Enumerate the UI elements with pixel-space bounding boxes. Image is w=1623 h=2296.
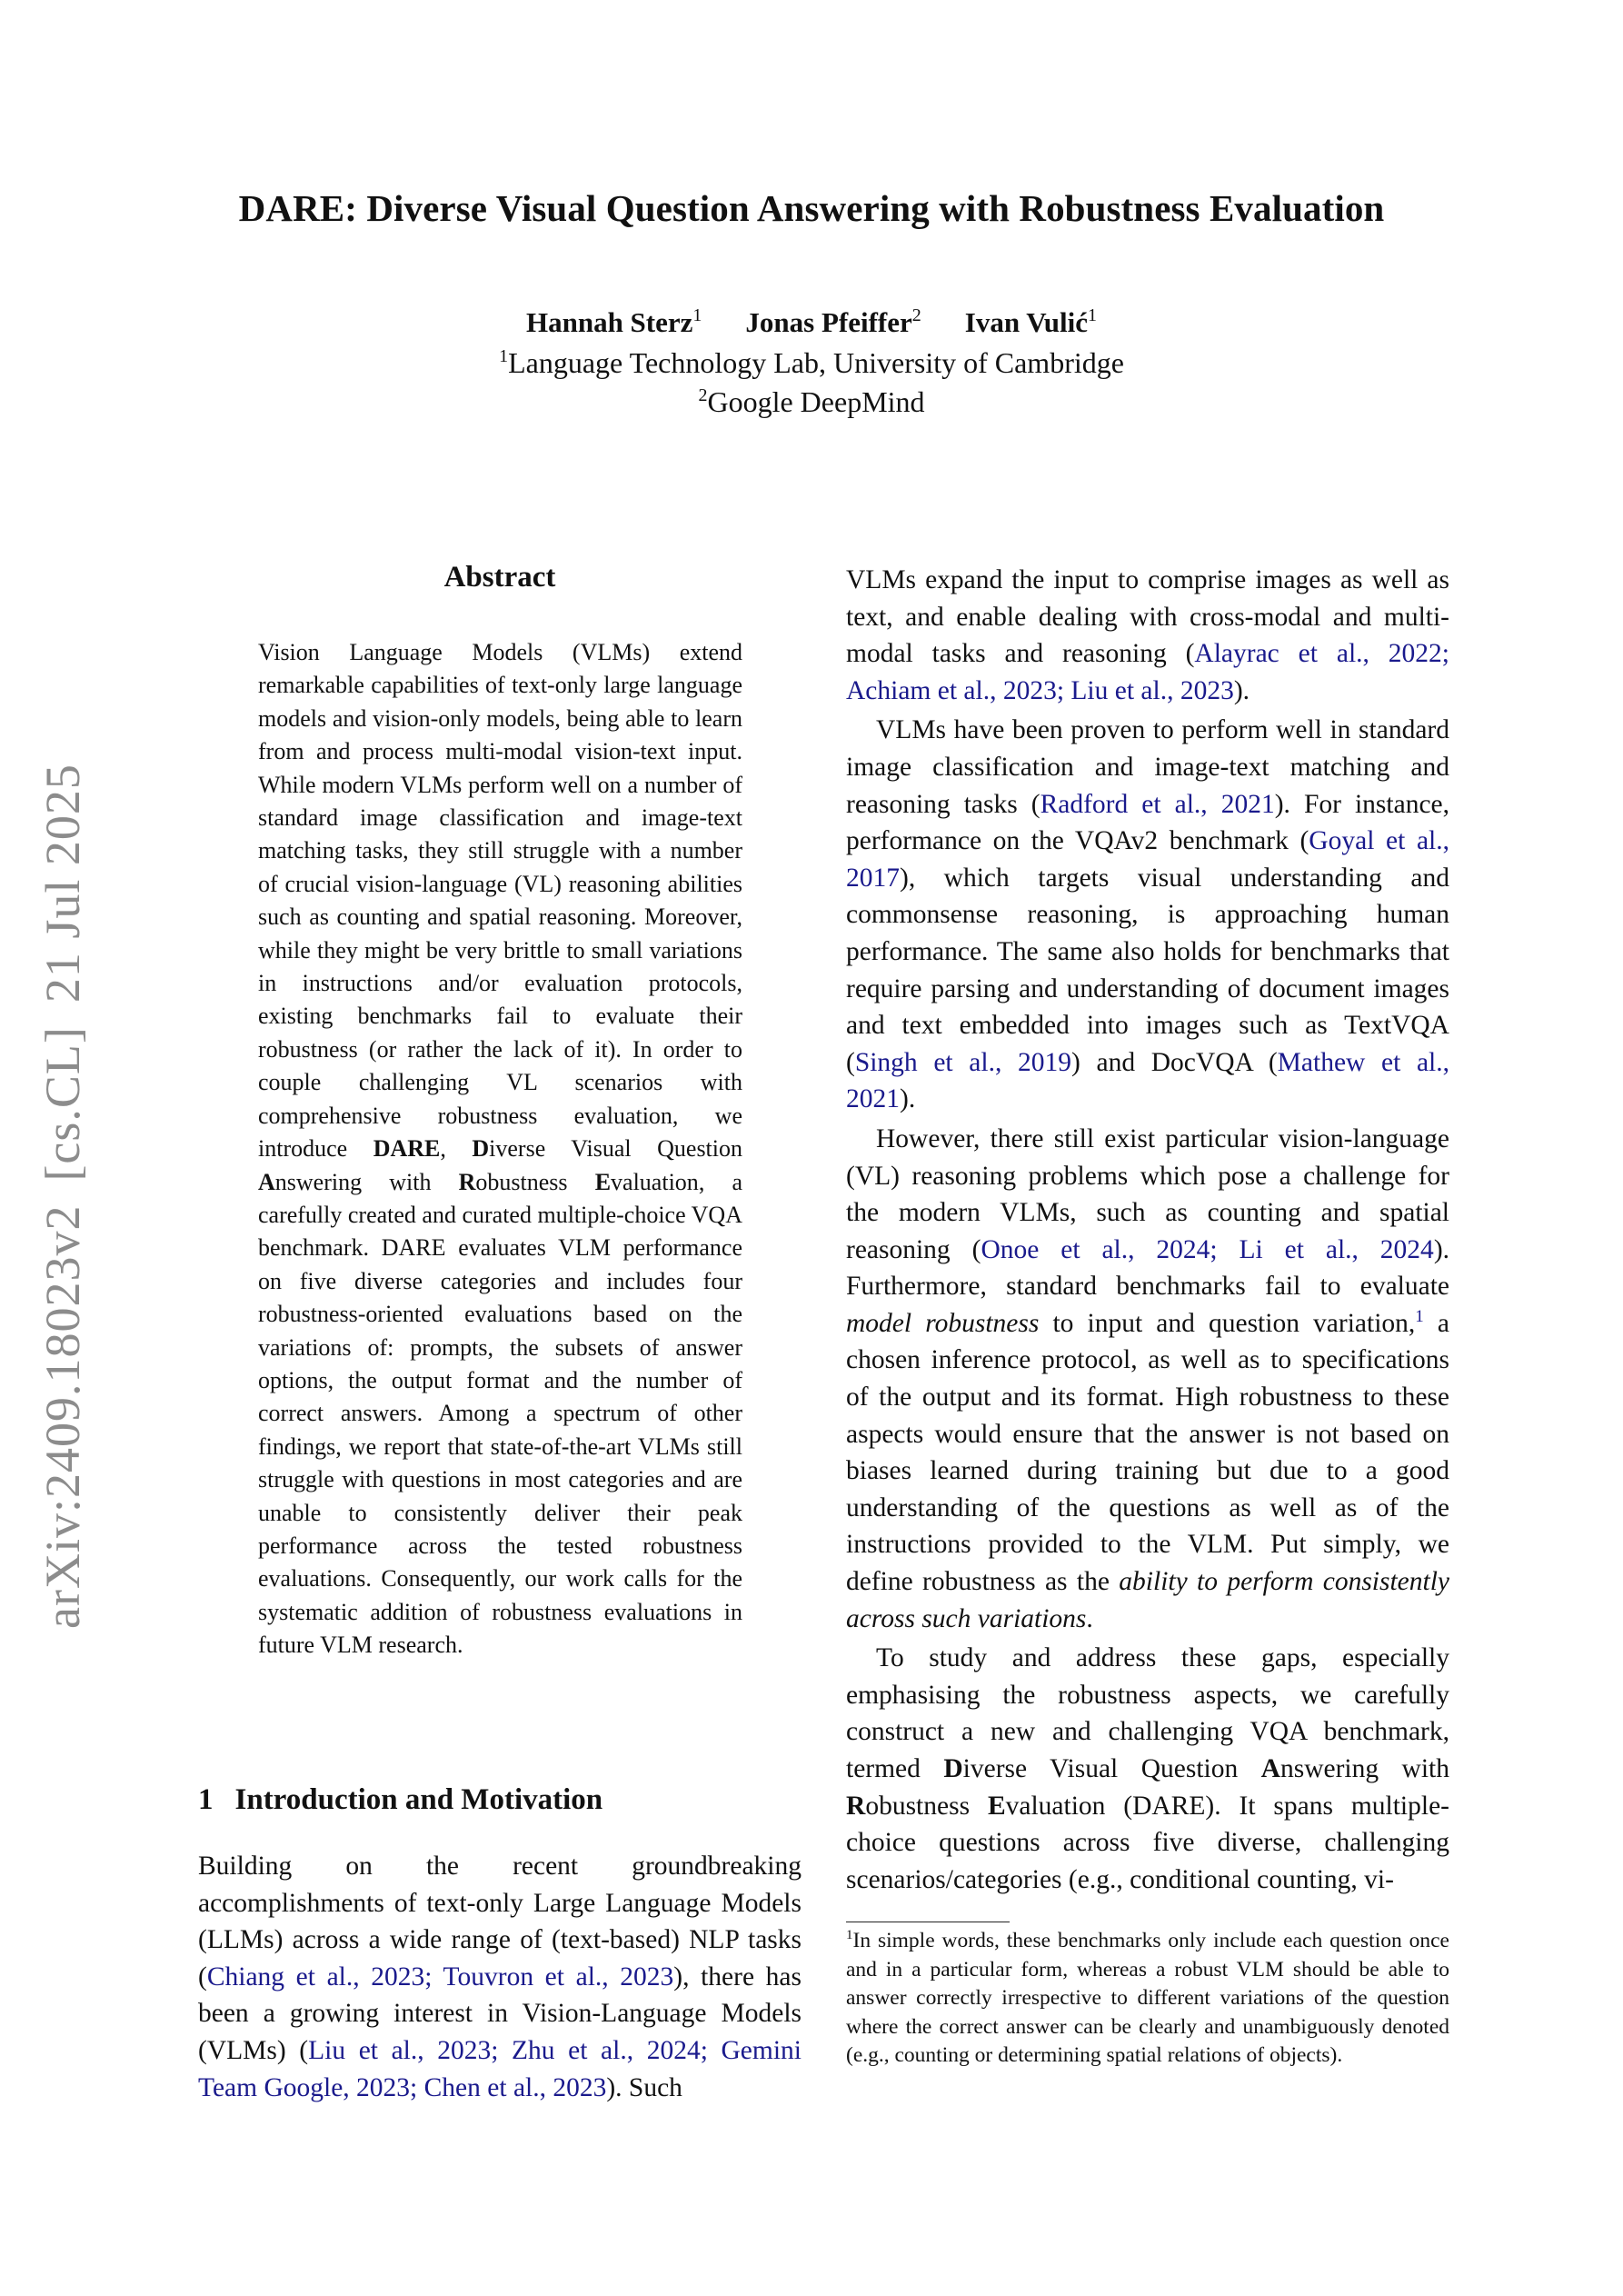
author-affiliation-mark: 1 (1088, 305, 1098, 325)
body-text: VLMs expand the input to comprise images as well as text, and enable dealing with cross-modal and multi-modal tasks and reasoning ( (846, 565, 1449, 669)
footnote-reference-link[interactable]: 1 (1415, 1306, 1424, 1326)
author-name: Jonas Pfeiffer (745, 306, 912, 338)
acronym-letter: R (458, 1168, 476, 1195)
footnote-mark: 1 (846, 1928, 853, 1942)
citation-link[interactable]: Liu et al., 2023; Zhu et al., 2024; Gemini Team Google, 2023; Chen et al., 2023 (198, 2035, 802, 2102)
acronym-letter: E (594, 1168, 612, 1195)
section-heading (198, 1783, 798, 1817)
abstract-body (258, 636, 742, 1662)
footnote-text: In simple words, these benchmarks only include each question once and in a particular form, whereas a robust VLM should be able to answer correctly irrespective to different variations of the question where the correct answer can be clearly and unambiguously denoted (e.g., counting or determining spatial relations of objects). (846, 1929, 1449, 2068)
body-paragraph (846, 712, 1449, 1118)
abstract-text: , (440, 1135, 473, 1163)
author (745, 306, 921, 338)
acronym-letter: D (943, 1754, 963, 1783)
paper-title: DARE: Diverse Visual Question Answering with Robustness Evaluation (238, 187, 1385, 229)
acronym-text: iverse Visual Question (962, 1754, 1261, 1783)
acronym-letter: A (258, 1168, 275, 1195)
arxiv-category: [cs.CL] (35, 1026, 90, 1182)
body-text: ), which targets visual understanding and commonsense reasoning, is approaching human performance. The same also holds for benchmarks that require parsing and understanding of document images and text embedded into images such as TextVQA ( (846, 863, 1449, 1077)
affiliation-mark: 2 (698, 385, 708, 405)
emphasis-text: model robustness (846, 1308, 1040, 1338)
affiliation-line (0, 346, 1623, 380)
citation-link[interactable]: Singh et al., 2019 (854, 1047, 1071, 1077)
body-text: ), there has been a growing interest in Vision-Language Models (VLMs) ( (198, 1962, 802, 2065)
footnote (846, 1927, 1449, 2071)
body-text: ). For instance, performance on the VQAv2 benchmark ( (846, 789, 1450, 856)
citation-link[interactable]: Mathew et al., 2021 (846, 1047, 1449, 1114)
citation-link[interactable]: Chiang et al., 2023; Touvron et al., 2023 (206, 1962, 674, 1992)
abstract-dare-bold: DARE (373, 1135, 441, 1163)
body-text: . (1086, 1603, 1093, 1633)
affiliation-name: Language Technology Lab, University of Cambridge (508, 346, 1124, 379)
section-title: Introduction and Motivation (234, 1783, 603, 1816)
body-text: ). Furthermore, standard benchmarks fail to evaluate (846, 1234, 1450, 1302)
author-list (0, 306, 1623, 339)
author-name: Ivan Vulić (964, 306, 1089, 338)
abstract-heading: Abstract (443, 561, 556, 594)
body-paragraph (846, 562, 1449, 709)
acronym-text: valuation (1005, 1791, 1106, 1821)
acronym-letter: R (846, 1791, 866, 1821)
affiliation-name: Google DeepMind (707, 385, 925, 418)
arxiv-sidebar-stamp (35, 684, 107, 1629)
arxiv-id: arXiv:2409.18023v2 (35, 1204, 90, 1629)
body-text: to input and question variation, (1039, 1308, 1416, 1338)
right-column-body (846, 562, 1449, 1898)
body-text: VLMs have been proven to perform well in standard image classification and image-text matching and reasoning tasks ( (846, 715, 1449, 819)
acronym-text: nswering with (274, 1168, 459, 1195)
body-text: To study and address these gaps, especially emphasising the robustness aspects, we carefully construct a new and challenging VQA benchmark, termed (846, 1643, 1449, 1783)
acronym-letter: D (472, 1135, 490, 1163)
acronym-text: valuation (611, 1168, 699, 1195)
citation-link[interactable]: Goyal et al., 2017 (846, 826, 1449, 893)
acronym-text: nswering with (1279, 1754, 1450, 1783)
emphasis-text: ability to perform consistently across such variations (846, 1567, 1450, 1633)
acronym-text: obustness (475, 1168, 595, 1195)
body-text: ). (1233, 675, 1250, 705)
author-affiliation-mark: 1 (692, 305, 702, 325)
body-text: Building on the recent groundbreaking accomplishments of text-only Large Language Models (LLMs) across a wide range of (text-based) NLP tasks ( (198, 1852, 802, 1992)
acronym-letter: A (1260, 1754, 1280, 1783)
intro-paragraph (198, 1848, 802, 2106)
body-text: ). (900, 1084, 916, 1114)
acronym-text: obustness (865, 1791, 988, 1821)
author-name: Hannah Sterz (525, 306, 693, 338)
citation-link[interactable]: Onoe et al., 2024; Li et al., 2024 (981, 1234, 1434, 1264)
body-paragraph (846, 1640, 1449, 1898)
left-column-body (198, 1848, 802, 2106)
author (526, 306, 702, 338)
citation-link[interactable]: Alayrac et al., 2022; Achiam et al., 2023; Liu et al., 2023 (846, 639, 1449, 705)
body-text: (DARE). It spans multiple-choice questions across five diverse, challenging scenarios/categories (e.g., conditional counting, vi- (846, 1791, 1449, 1894)
body-text: ) and DocVQA ( (1071, 1047, 1278, 1077)
acronym-letter: E (987, 1791, 1006, 1821)
abstract-text: , a carefully created and curated multiple-choice VQA benchmark. DARE evaluates VLM performance on five diverse categories and includes four robustness-oriented evaluations based on the variations of: prompts, the subsets of answer options, the output format and the number of correct answers. Among a spectrum of other findings, we report that state-of-the-art VLMs still struggle with questions in most categories and are unable to consistently deliver their peak performance across the tested robustness evaluations. Consequently, our work calls for the systematic addition of robustness evaluations in future VLM research. (258, 1168, 743, 1659)
author (965, 306, 1097, 338)
body-text: a chosen inference protocol, as well as to specifications of the output and its format. High robustness to these aspects would ensure that the answer is not based on biases learned during training but due to a good understanding of the questions as well as of the instructions provided to the VLM. Put simply, we define robustness as the (846, 1308, 1449, 1597)
citation-link[interactable]: Radford et al., 2021 (1040, 789, 1275, 819)
section-number: 1 (198, 1783, 214, 1816)
acronym-text: iverse Visual Question (489, 1135, 743, 1163)
body-text: However, there still exist particular vision-language (VL) reasoning problems which pose a challenge for the modern VLMs, such as counting and spatial reasoning ( (846, 1123, 1449, 1264)
abstract-text: Vision Language Models (VLMs) extend remarkable capabilities of text-only large language models and vision-only models, being able to learn from and process multi-modal vision-text input. While modern VLMs perform well on a number of standard image classification and image-text matching tasks, they still struggle with a number of crucial vision-language (VL) reasoning abilities such as counting and spatial reasoning. Moreover, while they might be very brittle to small variations in instructions and/or evaluation protocols, existing benchmarks fail to evaluate their robustness (or rather the lack of it). In order to couple challenging VL scenarios with comprehensive robustness evaluation, we introduce (258, 639, 742, 1163)
body-text: ). Such (606, 2072, 682, 2102)
affiliation-mark: 1 (499, 346, 509, 366)
body-paragraph (846, 1121, 1449, 1637)
arxiv-date: 21 Jul 2025 (35, 764, 90, 1003)
author-affiliation-mark: 2 (911, 305, 921, 325)
affiliation-line (0, 385, 1623, 419)
